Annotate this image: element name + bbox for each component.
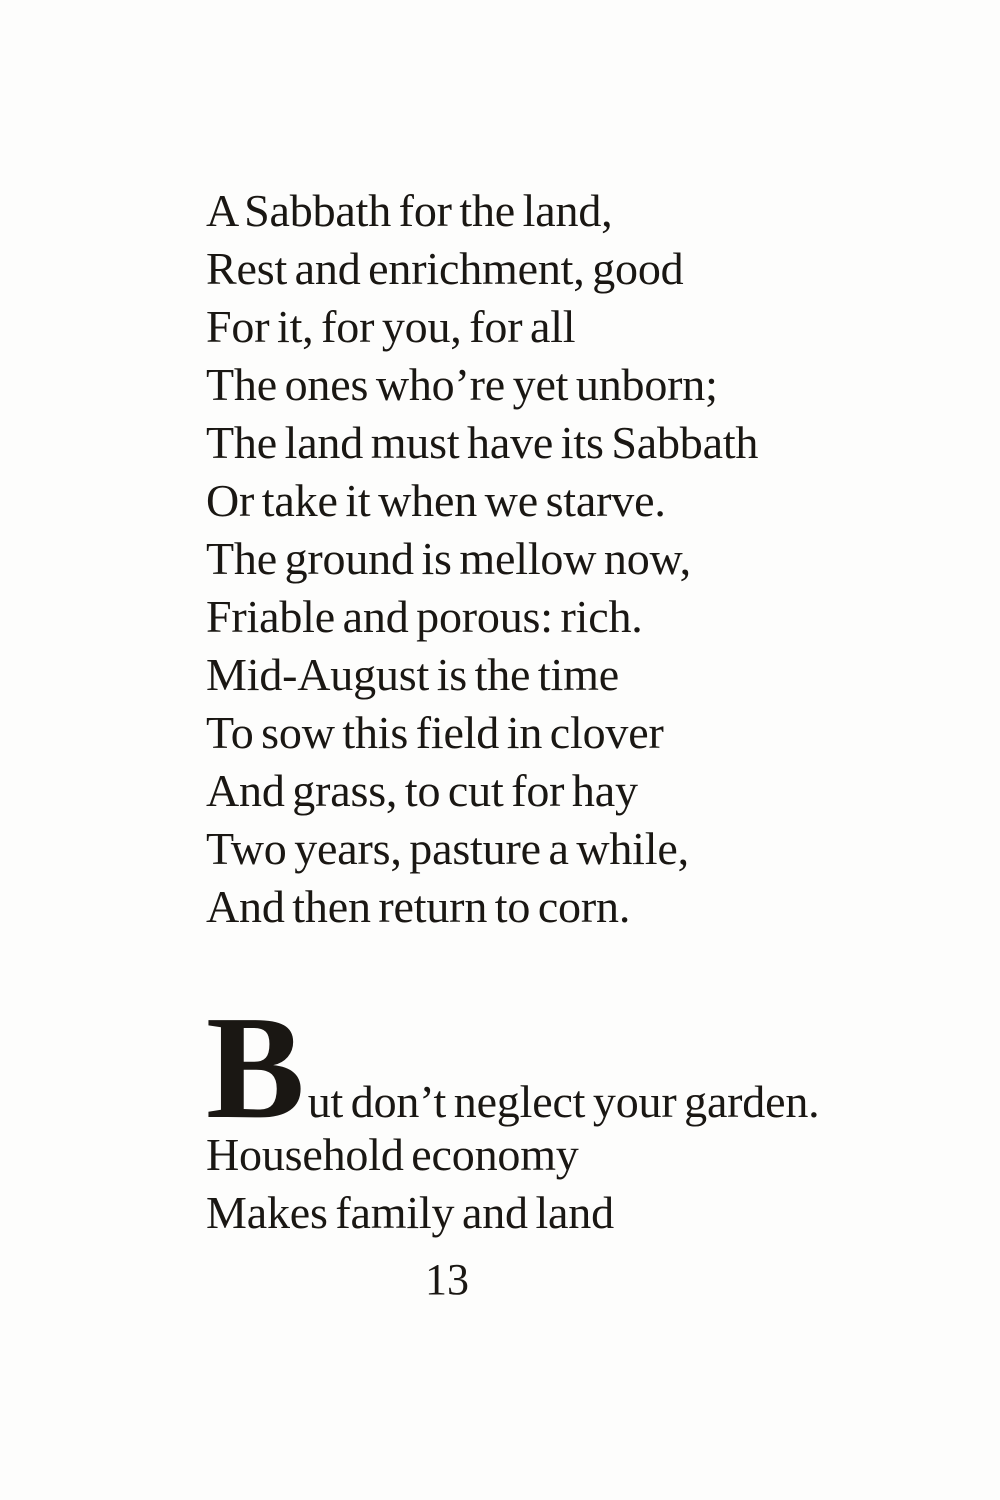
poem-line: And grass, to cut for hay: [206, 765, 638, 816]
poem-line: And then return to corn.: [206, 881, 631, 932]
poem-line: Rest and enrichment, good: [206, 243, 684, 294]
poem-line: Friable and porous: rich.: [206, 591, 643, 642]
poem-line-rest: ut don’t neglect your garden.: [307, 1076, 820, 1127]
poem-line: Household economy: [206, 1129, 579, 1180]
poem-line: Or take it when we starve.: [206, 475, 666, 526]
poem-line: Makes family and land: [206, 1187, 614, 1238]
dropcap-letter: B: [206, 986, 305, 1150]
poem-line: The ones who’re yet unborn;: [206, 359, 718, 410]
poem-line: For it, for you, for all: [206, 301, 576, 352]
poem-line: A Sabbath for the land,: [206, 185, 613, 236]
stanza-2: [206, 986, 820, 1242]
stanza-1: [206, 182, 758, 936]
poem-line: Two years, pasture a while,: [206, 823, 689, 874]
page-number: 13: [425, 1255, 469, 1304]
poem-line: Mid-August is the time: [206, 649, 619, 700]
poem-line-with-dropcap: [206, 986, 820, 1150]
poem-line: The land must have its Sabbath: [206, 417, 759, 468]
poem-line: The ground is mellow now,: [206, 533, 691, 584]
poem-line: To sow this field in clover: [206, 707, 664, 758]
